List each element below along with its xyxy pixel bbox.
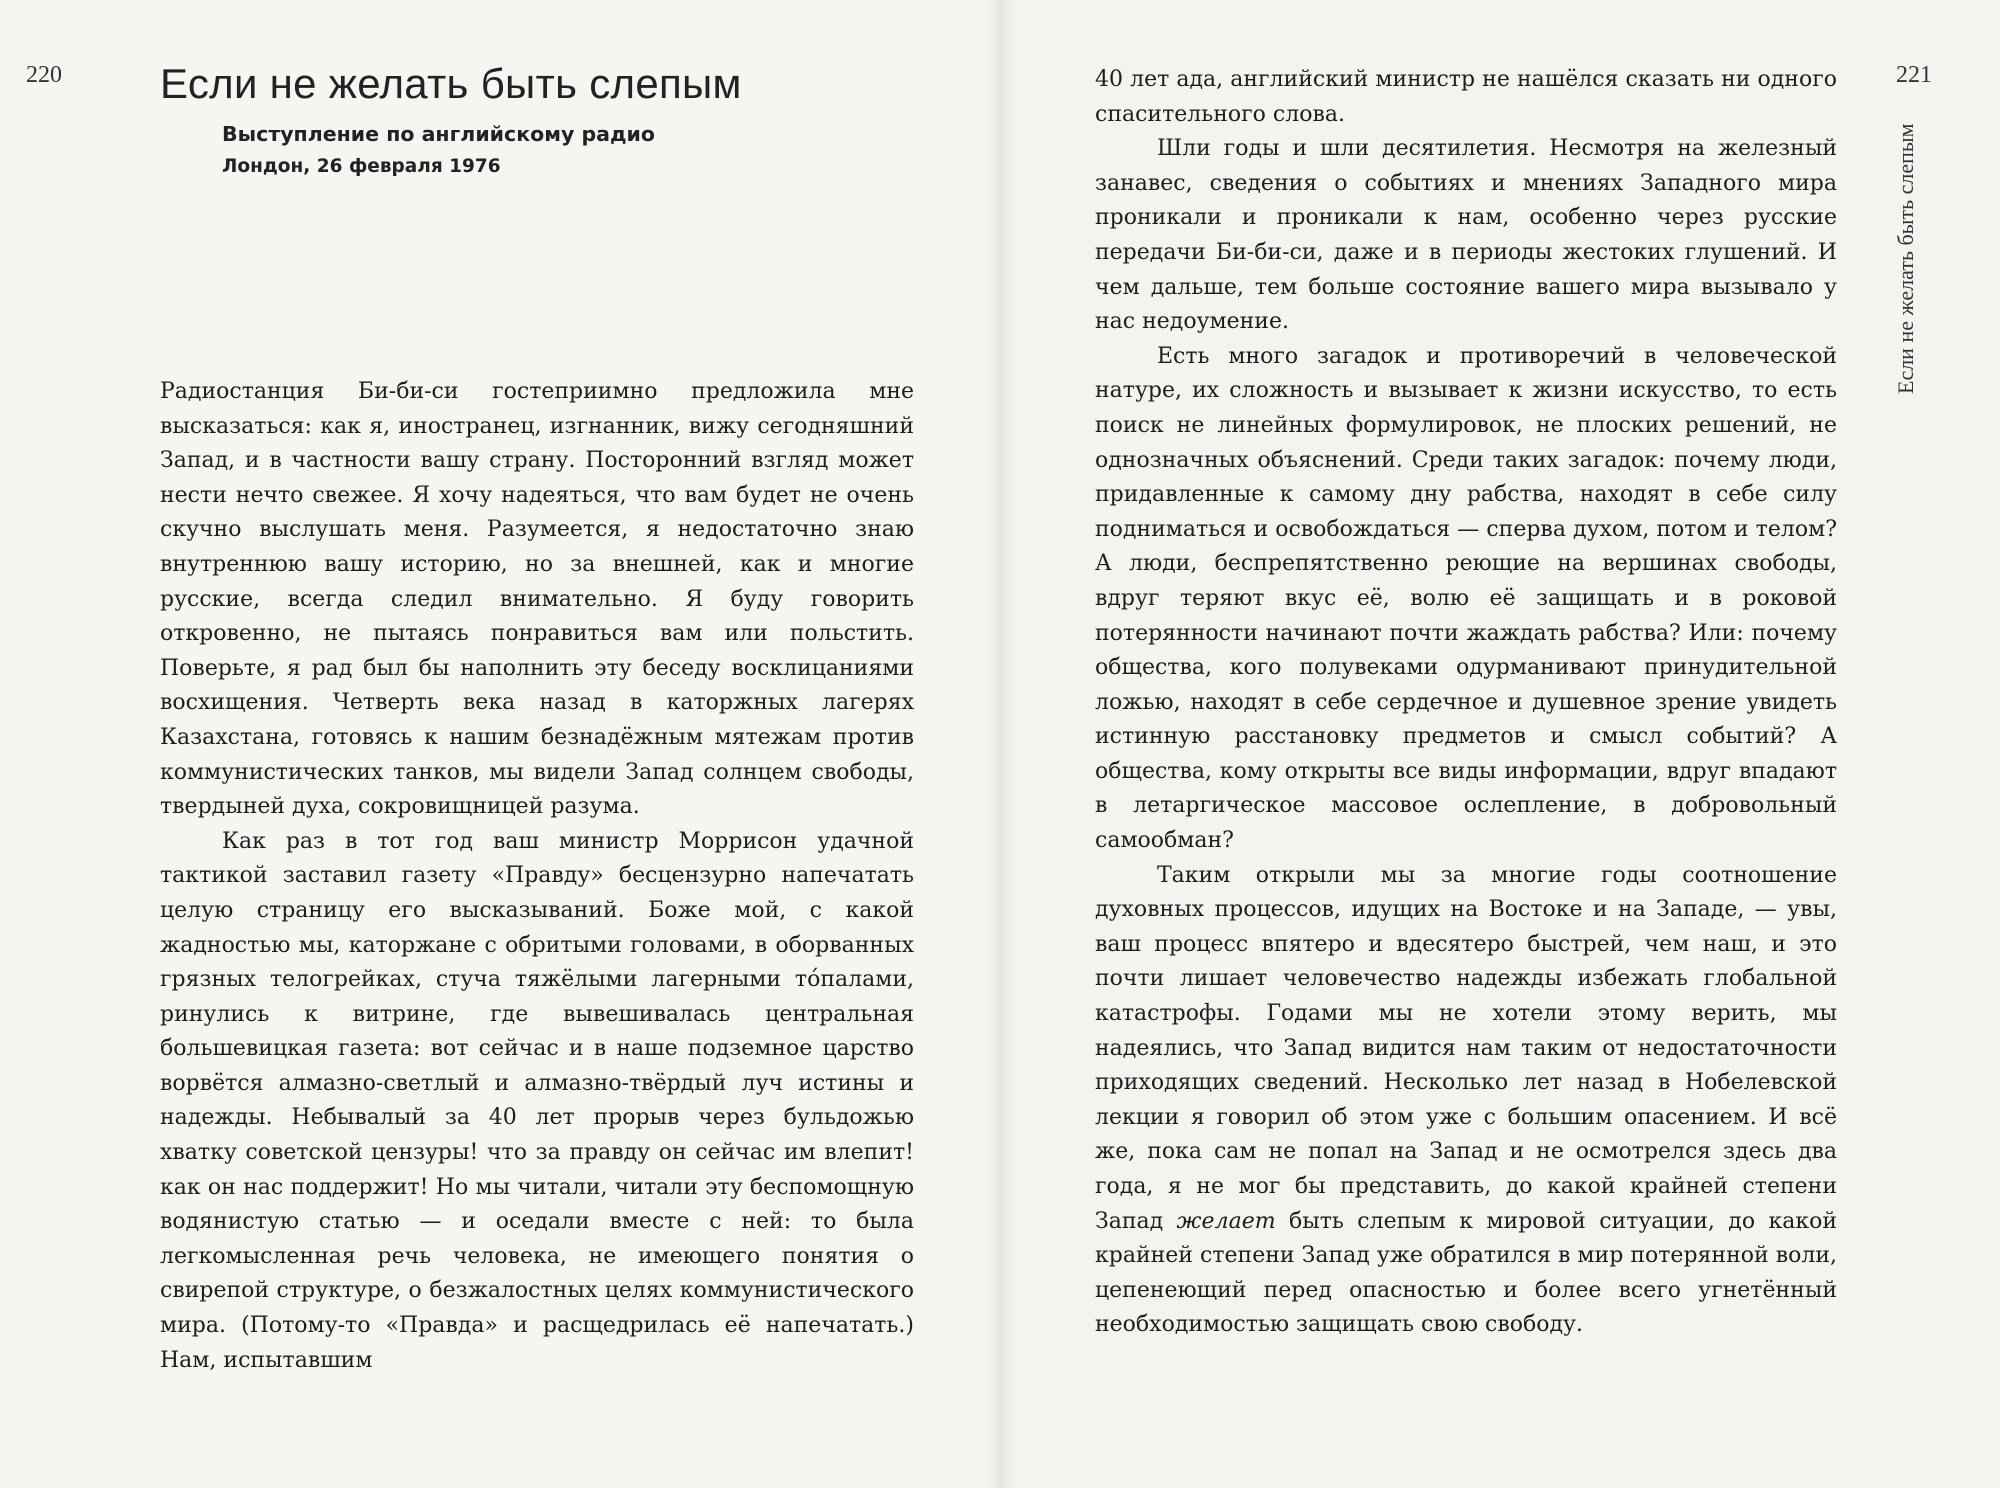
- page-number-right: 221: [1896, 62, 1932, 88]
- paragraph: Таким открыли мы за многие годы соотношение духовных процессов, идущих на Востоке и на Западе, — увы, ваш процесс впятеро и вдесятеро быстрей, чем наш, и это почти лишает человечество надежды избежать глобальной катастрофы. Годами мы не хотели этому верить, мы надеялись, что Запад видится нам таким от недостаточности приходящих сведений. Несколько лет назад в Нобелевской лекции я говорил об этом уже с большим опасением. И всё же, пока сам не попал на Запад и не осмотрелся здесь два года, я не мог бы представить, до какой крайней степени Запад желает быть слепым к мировой ситуации, до какой крайней степени Запад уже обратился в мир потерянной воли, цепенеющий перед опасностью и более всего угнетённый необходимостью защищать свою свободу.: [1095, 862, 1837, 1338]
- chapter-dateline: Лондон, 26 февраля 1976: [222, 156, 501, 177]
- right-page: [1000, 0, 2000, 1488]
- chapter-subtitle: Выступление по английскому радио: [222, 122, 655, 146]
- emphasis: желает: [1176, 1208, 1276, 1234]
- right-text-column: [1095, 63, 1837, 1343]
- left-text-column: [160, 375, 914, 1378]
- book-gutter: [985, 0, 1015, 1488]
- paragraph: Как раз в тот год ваш министр Моррисон удачной тактикой заставил газету «Правду» бесцензурно напечатать целую страницу его высказываний. Боже мой, с какой жадностью мы, каторжане с обритыми головами, в оборванных грязных телогрейках, стуча тяжёлыми лагерными то́палами, ринулись к витрине, где вывешивалась центральная большевицкая газета: вот сейчас и в наше подземное царство ворвётся алмазно-светлый и алмазно-твёрдый луч истины и надежды. Небывалый за 40 лет прорыв через бульдожью хватку советской цензуры! что за правду он сейчас им влепит! как он нас поддержит! Но мы читали, читали эту беспомощную водянистую статью — и оседали вместе с ней: то была легкомысленная речь человека, не имеющего понятия о свирепой структуре, о безжалостных целях коммунистического мира. (Потому-то «Правда» и расщедрилась её напечатать.) Нам, испытавшим: [160, 828, 914, 1373]
- paragraph: Шли годы и шли десятилетия. Несмотря на железный занавес, сведения о событиях и мнениях Западного мира проникали и проникали к нам, особенно через русские передачи Би-би-си, даже и в периоды жестоких глушений. И чем дальше, тем больше состояние вашего мира вызывало у нас недоумение.: [1095, 136, 1837, 335]
- paragraph: Радиостанция Би-би-си гостеприимно предложила мне высказаться: как я, иностранец, изгнанник, вижу сегодняшний Запад, и в частности вашу страну. Посторонний взгляд может нести нечто свежее. Я хочу надеяться, что вам будет не очень скучно выслушать меня. Разумеется, я недостаточно знаю внутреннюю вашу историю, но за внешней, как и многие русские, всегда следил внимательно. Я буду говорить откровенно, не пытаясь понравиться вам или польстить. Поверьте, я рад был бы наполнить эту беседу восклицаниями восхищения. Четверть века назад в каторжных лагерях Казахстана, готовясь к нашим безнадёжным мятежам против коммунистических танков, мы видели Запад солнцем свободы, твердыней духа, сокровищницей разума.: [160, 379, 914, 820]
- paragraph: 40 лет ада, английский министр не нашёлся сказать ни одного спасительного слова.: [1095, 67, 1837, 127]
- paragraph: Есть много загадок и противоречий в человеческой натуре, их сложность и вызывает к жизни искусство, то есть поиск не линейных формулировок, не плоских решений, не однозначных объяснений. Среди таких загадок: почему люди, придавленные к самому дну рабства, находят в себе силу подниматься и освобождаться — сперва духом, потом и телом? А люди, беспрепятственно реющие на вершинах свободы, вдруг теряют вкус её, волю её защищать и в роковой потерянности начинают почти жаждать рабства? Или: почему общества, кого полувеками одурманивают принудительной ложью, находят в себе сердечное и душевное зрение увидеть истинную расстановку предметов и смысл событий? А общества, кому открыты все виды информации, вдруг впадают в летаргическое массовое ослепление, в добровольный самообман?: [1095, 343, 1837, 854]
- chapter-title: Если не желать быть слепым: [160, 60, 742, 107]
- running-head: Если не желать быть слепым: [1893, 123, 1918, 394]
- page-number-left: 220: [26, 62, 62, 88]
